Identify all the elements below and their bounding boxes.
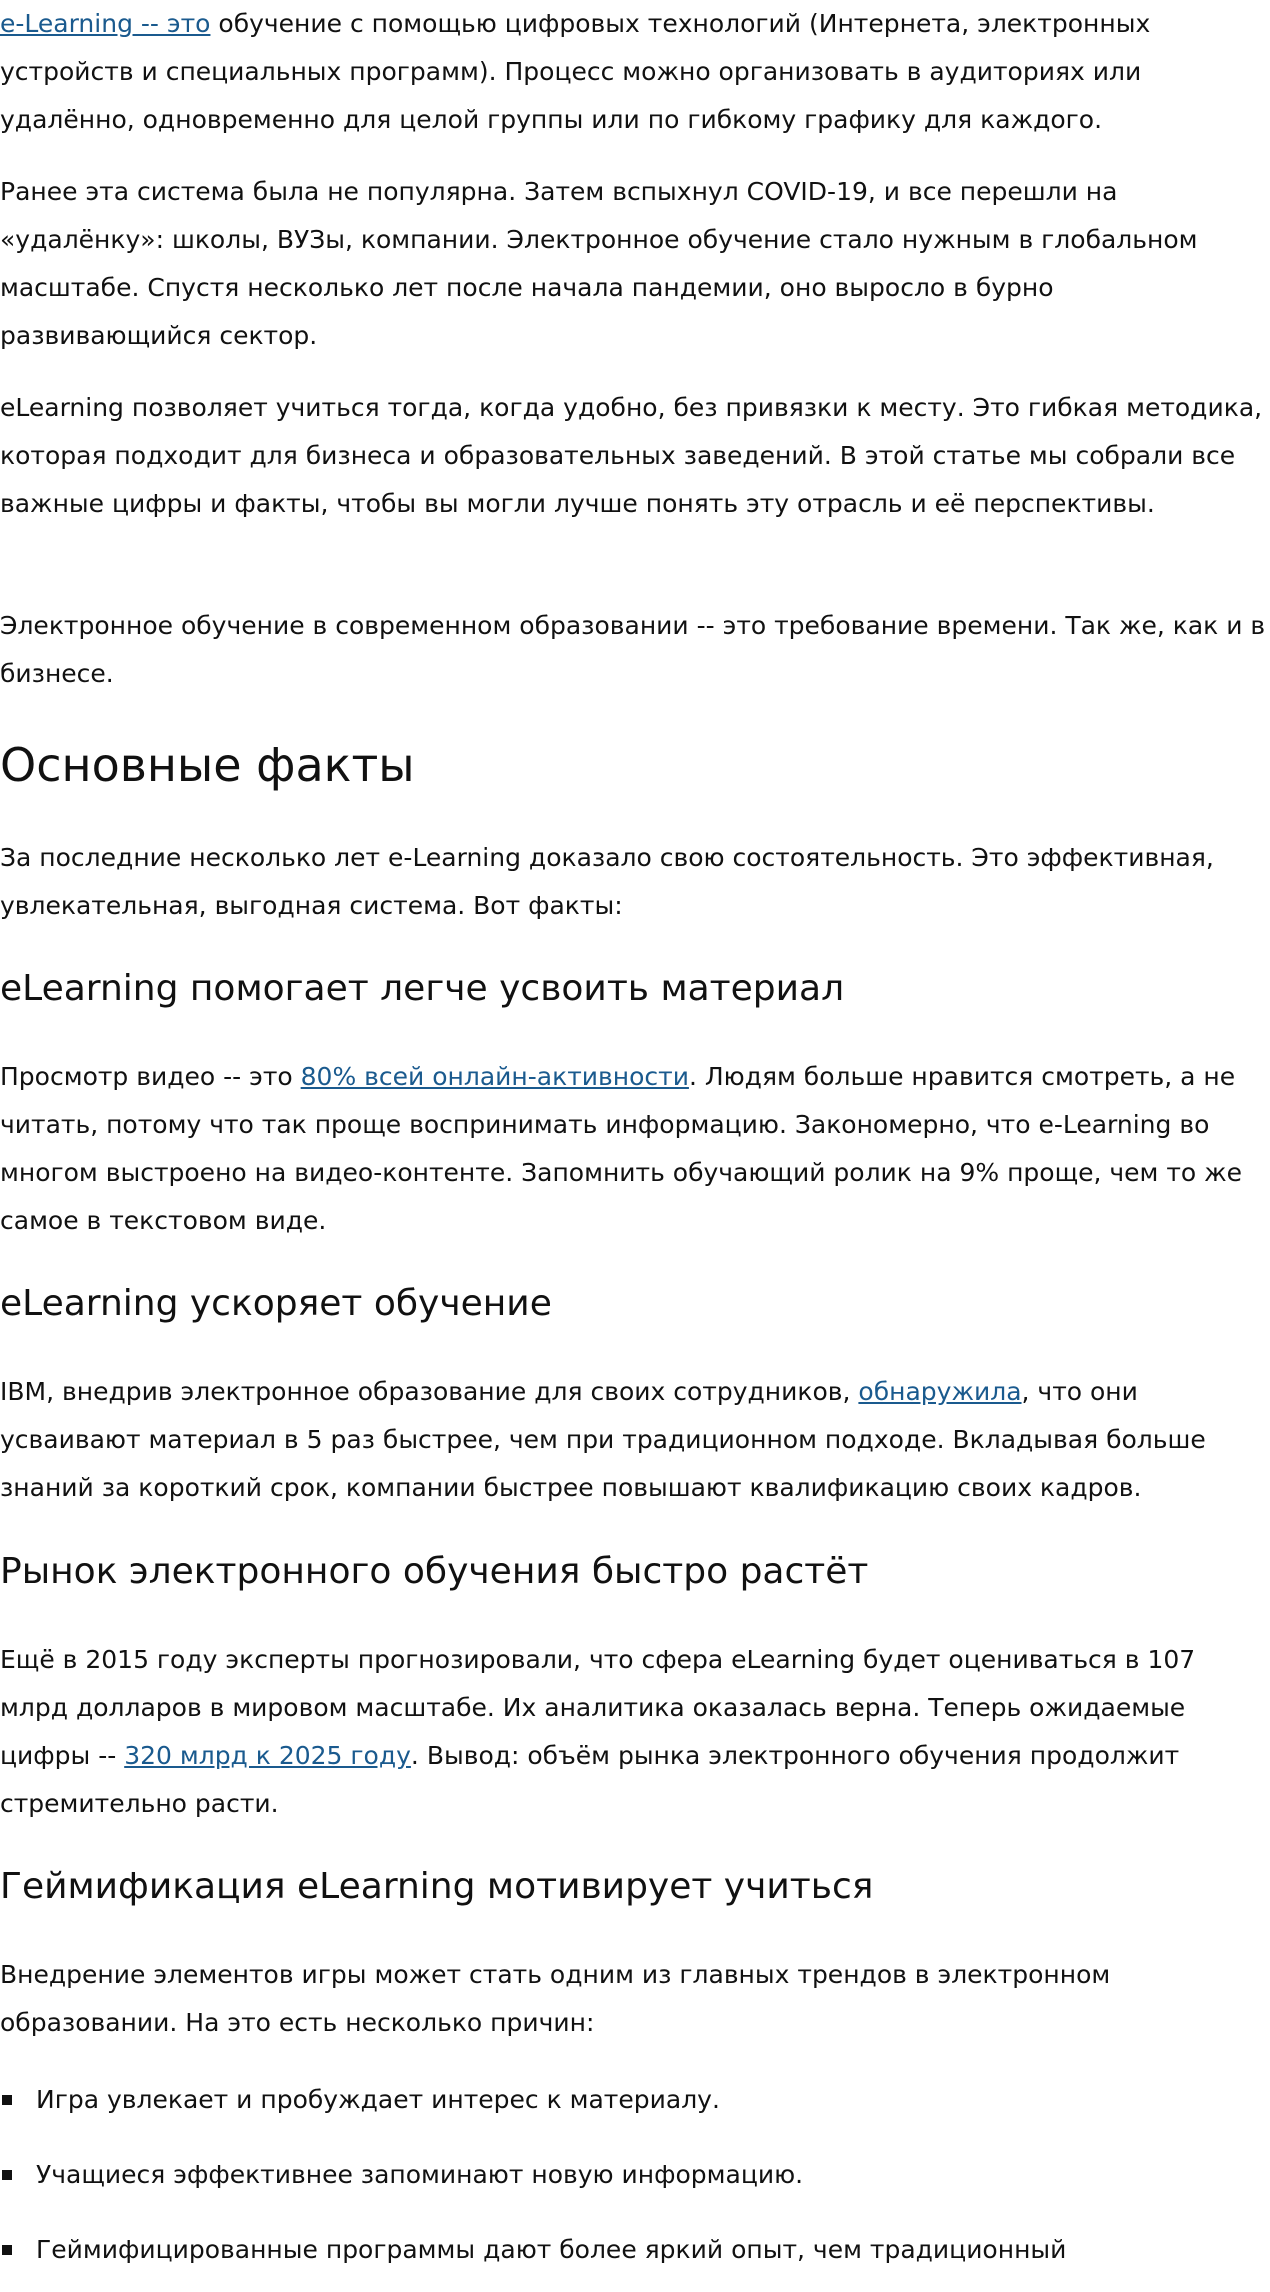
online-activity-link[interactable]: 80% всей онлайн-активности: [300, 1062, 689, 1091]
bullet-square-icon: [2, 2170, 12, 2180]
covid-paragraph: Ранее эта система была не популярна. Затем вспыхнул COVID-19, и все перешли на «удалёнку»: школы, ВУЗы, компании. Электронное обучение стало нужным в глобальном масштабе. Спустя несколько лет после начала пандемии, оно выросло в бурно развивающийся сектор.: [0, 177, 1198, 350]
video-text-end: . Людям больше нравится смотреть, а не читать, потому что так проще воспринимать информацию. Закономерно, что e-Learning во многом выстроено на видео-контенте. Запомнить обучающий ролик на 9% проще, чем то же самое в текстовом виде.: [0, 1062, 1243, 1235]
list-item-text: Геймифицированные программы дают более яркий опыт, чем традиционный: [36, 2235, 1067, 2264]
ibm-paragraph: [0, 1368, 1268, 1512]
facts-intro-paragraph: За последние несколько лет e-Learning доказало свою состоятельность. Это эффективная, увлекательная, выгодная система. Вот факты:: [0, 843, 1214, 920]
requirement-paragraph: Электронное обучение в современном образовании -- это требование времени. Так же, как и в бизнесе.: [0, 611, 1266, 688]
bullet-square-icon: [2, 2095, 12, 2105]
facts-heading: Основные факты: [0, 738, 415, 792]
flexibility-paragraph: eLearning позволяет учиться тогда, когда удобно, без привязки к месту. Это гибкая методика, которая подходит для бизнеса и образовательных заведений. В этой статье мы собрали все важные цифры и факты, чтобы вы могли лучше понять эту отрасль и её перспективы.: [0, 393, 1263, 518]
ibm-text-end: , что они усваивают материал в 5 раз быстрее, чем при традиционном подходе. Вкладывая больше знаний за короткий срок, компании быстрее повышают квалификацию своих кадров.: [0, 1377, 1206, 1502]
video-paragraph: [0, 1053, 1268, 1245]
list-item-text: Учащиеся эффективнее запоминают новую информацию.: [36, 2160, 804, 2189]
section-heading-learning: eLearning помогает легче усвоить материал: [0, 968, 845, 1009]
market-text-start: Ещё в 2015 году эксперты прогнозировали, что сфера eLearning будет оцениваться в 107 млрд долларов в мировом масштабе. Их аналитика оказалась верна. Теперь ожидаемые цифры --: [0, 1645, 1196, 1770]
list-item-text: Игра увлекает и пробуждает интерес к материалу.: [36, 2085, 720, 2114]
video-text-start: Просмотр видео -- это: [0, 1062, 301, 1091]
section-heading-gamification: Геймификация eLearning мотивирует учиться: [0, 1866, 874, 1907]
section-heading-speed: eLearning ускоряет обучение: [0, 1283, 552, 1324]
section-heading-market: Рынок электронного обучения быстро растёт: [0, 1551, 869, 1592]
bullet-square-icon: [2, 2245, 12, 2255]
ibm-text-start: IBM, внедрив электронное образование для своих сотрудников,: [0, 1377, 859, 1406]
intro-paragraph: [0, 0, 1268, 144]
market-paragraph: [0, 1636, 1268, 1828]
intro-text: обучение с помощью цифровых технологий (Интернета, электронных устройств и специальных программ). Процесс можно организовать в аудиториях или удалённо, одновременно для целой группы или по гибкому графику для каждого.: [0, 9, 1151, 134]
gamification-paragraph: Внедрение элементов игры может стать одним из главных трендов в электронном образовании. На это есть несколько причин:: [0, 1960, 1111, 2037]
market-2025-link[interactable]: 320 млрд к 2025 году: [124, 1741, 411, 1770]
elearning-link[interactable]: e-Learning -- это: [0, 9, 211, 38]
ibm-found-link[interactable]: обнаружила: [858, 1377, 1022, 1406]
market-text-end: . Вывод: объём рынка электронного обучения продолжит стремительно расти.: [0, 1741, 1180, 1818]
